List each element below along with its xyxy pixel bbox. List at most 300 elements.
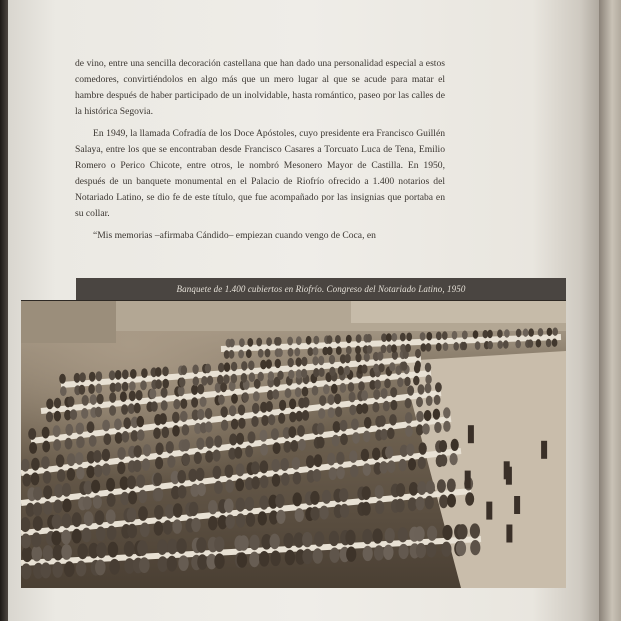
photo-caption-bar [76, 278, 566, 300]
diner-figure [122, 382, 129, 392]
diner-figure [182, 424, 190, 435]
diner-figure [21, 563, 32, 579]
diner-figure [167, 455, 175, 467]
standing-figure [468, 425, 474, 443]
diner-figure [134, 445, 142, 457]
diner-figure [475, 341, 481, 350]
diner-figure [363, 431, 371, 443]
diner-figure [252, 403, 259, 414]
diner-figure [225, 515, 235, 529]
diner-figure [54, 398, 61, 409]
diner-figure [155, 367, 162, 377]
diner-figure [358, 381, 365, 391]
diner-figure [96, 371, 103, 381]
diner-figure [90, 394, 97, 405]
diner-figure [117, 462, 125, 475]
diner-figure [229, 405, 236, 416]
diner-figure [401, 361, 407, 370]
diner-figure [293, 472, 302, 485]
diner-figure [289, 412, 296, 423]
diner-figure [443, 342, 449, 351]
diner-figure [318, 356, 324, 365]
diner-figure [214, 536, 224, 552]
diner-figure [351, 419, 359, 431]
diner-figure [77, 543, 88, 559]
diner-figure [349, 450, 357, 463]
diner-figure [330, 548, 340, 563]
diner-figure [436, 332, 442, 341]
diner-figure [82, 395, 89, 406]
diner-figure [344, 366, 350, 375]
diner-figure [137, 429, 145, 440]
diner-figure [372, 448, 380, 461]
diner-figure [425, 363, 431, 373]
diner-figure [158, 556, 168, 572]
diner-figure [54, 411, 61, 422]
diner-figure [128, 491, 137, 505]
diner-figure [192, 365, 198, 375]
diner-figure [462, 342, 468, 351]
diner-figure [416, 411, 424, 422]
diner-figure [361, 364, 367, 373]
diner-figure [122, 431, 130, 443]
diner-figure [249, 552, 259, 568]
diner-figure [434, 395, 441, 405]
diner-figure [470, 523, 480, 538]
diner-figure [129, 381, 136, 391]
diner-figure [134, 403, 141, 414]
diner-figure [408, 497, 417, 511]
diner-figure [391, 344, 397, 353]
diner-figure [213, 450, 221, 462]
diner-figure [413, 376, 419, 386]
diner-figure [173, 503, 183, 517]
diner-figure [436, 343, 442, 352]
diner-figure [217, 375, 223, 385]
diner-figure [229, 339, 235, 348]
diner-figure [178, 485, 187, 498]
diner-figure [245, 445, 253, 457]
diner-figure [277, 348, 283, 357]
diner-figure [380, 461, 388, 474]
diner-figure [536, 339, 542, 347]
diner-figure [60, 386, 67, 396]
diner-figure [336, 452, 344, 465]
diner-figure [61, 530, 71, 545]
diner-figure [375, 485, 384, 499]
diner-figure [407, 385, 414, 395]
diner-figure [276, 337, 282, 346]
diner-figure [242, 392, 249, 402]
diner-figure [336, 346, 342, 355]
diner-figure [308, 347, 314, 356]
diner-figure [120, 492, 129, 506]
diner-figure [231, 419, 238, 430]
diner-figure [318, 408, 325, 419]
diner-figure [67, 453, 76, 466]
diner-figure [213, 466, 222, 479]
diner-figure [301, 357, 307, 366]
diner-figure [167, 556, 177, 572]
diner-figure [272, 389, 279, 399]
diner-figure [462, 331, 468, 340]
diner-figure [109, 559, 120, 575]
diner-figure [450, 453, 458, 465]
diner-figure [266, 337, 272, 346]
book-page-edge [599, 0, 621, 621]
diner-figure [205, 408, 212, 419]
diner-figure [62, 483, 71, 497]
diner-figure [154, 505, 164, 520]
diner-figure [409, 482, 418, 496]
diner-figure [296, 336, 302, 345]
diner-figure [43, 501, 52, 515]
diner-figure [96, 527, 106, 542]
diner-figure [201, 376, 207, 386]
diner-figure [258, 349, 264, 358]
diner-figure [41, 456, 50, 469]
diner-figure [208, 516, 218, 530]
diner-figure [173, 399, 180, 409]
diner-figure [385, 446, 393, 459]
diner-figure [238, 350, 244, 359]
diner-figure [296, 411, 303, 422]
diner-figure [302, 387, 309, 397]
diner-figure [302, 397, 309, 408]
diner-figure [273, 442, 281, 454]
diner-figure [224, 362, 230, 372]
diner-figure [415, 526, 425, 541]
diner-figure [109, 392, 116, 403]
diner-figure [416, 543, 426, 558]
diner-figure [406, 333, 412, 342]
diner-figure [389, 362, 395, 371]
diner-figure [193, 377, 199, 387]
diner-figure [251, 461, 260, 474]
diner-figure [361, 390, 368, 401]
diner-figure [306, 455, 315, 468]
diner-figure [399, 459, 407, 471]
diner-figure [221, 406, 228, 417]
diner-figure [248, 361, 254, 371]
diner-figure [285, 388, 292, 398]
diner-figure [231, 362, 237, 372]
diner-figure [64, 561, 75, 577]
diner-figure [426, 343, 432, 352]
diner-figure [115, 432, 123, 444]
diner-figure [225, 480, 234, 493]
diner-figure [180, 411, 188, 422]
diner-figure [418, 384, 425, 394]
body-text [75, 56, 445, 250]
diner-figure [137, 540, 148, 556]
diner-figure [61, 544, 72, 560]
diner-figure [141, 368, 148, 378]
diner-figure [156, 443, 164, 455]
diner-figure [178, 555, 188, 571]
diner-figure [239, 338, 245, 347]
diner-figure [298, 439, 306, 451]
diner-figure [77, 436, 85, 448]
diner-figure [405, 398, 412, 408]
diner-figure [67, 396, 74, 407]
diner-figure [196, 468, 205, 481]
diner-figure [200, 397, 207, 407]
diner-figure [387, 460, 395, 473]
diner-figure [265, 349, 271, 358]
standing-figure [541, 441, 547, 459]
diner-figure [238, 535, 248, 551]
diner-figure [487, 330, 493, 338]
diner-figure [253, 391, 260, 401]
diner-figure [268, 371, 274, 381]
diner-figure [312, 356, 318, 365]
diner-figure [31, 458, 40, 471]
diner-figure [94, 465, 102, 478]
diner-figure [346, 346, 352, 355]
diner-figure [260, 430, 268, 442]
diner-figure [179, 377, 185, 387]
diner-figure [102, 449, 110, 462]
diner-figure [109, 370, 116, 380]
diner-figure [405, 412, 413, 423]
diner-figure [405, 344, 411, 353]
diner-figure [258, 511, 267, 525]
diner-figure [453, 342, 459, 351]
standing-figure [504, 461, 510, 479]
diner-figure [28, 428, 36, 440]
diner-figure [70, 409, 77, 420]
diner-figure [161, 400, 168, 410]
diner-figure [221, 420, 228, 431]
diner-figure [76, 561, 87, 577]
diner-figure [329, 367, 335, 376]
diner-figure [323, 384, 330, 394]
diner-figure [167, 539, 177, 555]
diner-figure [283, 441, 291, 453]
diner-figure [425, 496, 434, 510]
diner-figure [117, 447, 125, 460]
diner-figure [366, 334, 372, 343]
diner-figure [79, 372, 86, 382]
diner-figure [107, 493, 116, 507]
diner-figure [259, 496, 268, 510]
diner-figure [172, 412, 180, 423]
diner-figure [398, 527, 408, 542]
diner-figure [29, 442, 37, 454]
diner-figure [288, 358, 294, 367]
diner-figure [334, 394, 341, 405]
diner-figure [51, 531, 61, 546]
diner-figure [96, 542, 107, 558]
diner-figure [425, 383, 432, 393]
diner-figure [302, 549, 312, 564]
diner-figure [180, 399, 187, 409]
diner-figure [229, 434, 237, 446]
diner-figure [76, 467, 84, 480]
diner-figure [197, 554, 207, 570]
diner-figure [162, 427, 170, 438]
diner-figure [422, 423, 430, 434]
diner-figure [333, 421, 341, 433]
diner-figure [54, 484, 63, 498]
diner-figure [470, 540, 480, 555]
diner-figure [205, 364, 211, 374]
diner-figure [418, 457, 426, 469]
diner-figure [447, 494, 456, 508]
diner-figure [457, 524, 467, 539]
diner-figure [313, 548, 323, 563]
diner-figure [443, 407, 450, 418]
diner-figure [67, 468, 76, 481]
diner-figure [166, 441, 174, 453]
diner-figure [43, 545, 54, 561]
diner-figure [547, 328, 553, 336]
diner-figure [140, 380, 147, 390]
diner-figure [312, 386, 319, 396]
diner-figure [271, 459, 280, 472]
diner-figure [294, 348, 300, 357]
diner-figure [361, 449, 369, 462]
diner-figure [96, 384, 103, 394]
diner-figure [319, 395, 326, 406]
diner-figure [441, 542, 451, 557]
diner-figure [176, 538, 186, 554]
diner-figure [270, 534, 280, 550]
diner-figure [247, 338, 253, 347]
diner-figure [87, 421, 95, 433]
diner-figure [102, 420, 110, 432]
diner-figure [314, 531, 324, 546]
diner-figure [433, 409, 440, 420]
diner-figure [136, 475, 145, 488]
diner-figure [346, 547, 356, 562]
diner-figure [65, 438, 73, 450]
diner-figure [206, 436, 214, 448]
diner-figure [340, 383, 347, 393]
diner-figure [337, 466, 345, 479]
diner-figure [129, 391, 136, 402]
diner-figure [106, 509, 116, 524]
diner-figure [515, 340, 521, 348]
diner-figure [127, 508, 137, 523]
diner-figure [391, 333, 397, 342]
diner-figure [261, 415, 268, 426]
diner-figure [236, 513, 246, 527]
diner-figure [504, 329, 510, 337]
diner-figure [390, 387, 397, 397]
diner-figure [139, 557, 150, 573]
diner-figure [396, 499, 405, 513]
diner-figure [154, 488, 163, 501]
diner-figure [364, 417, 372, 429]
banquet-photo-illustration [21, 301, 566, 588]
diner-figure [155, 379, 162, 389]
diner-figure [231, 374, 237, 384]
diner-figure [277, 371, 283, 380]
diner-figure [43, 485, 52, 499]
diner-figure [322, 490, 331, 504]
diner-figure [487, 341, 493, 349]
diner-figure [348, 382, 355, 392]
diner-figure [339, 488, 348, 502]
diner-figure [214, 553, 224, 569]
diner-figure [317, 423, 325, 435]
diner-figure [53, 500, 62, 514]
photo-wall-right [351, 301, 566, 323]
diner-figure [52, 514, 62, 529]
diner-figure [349, 392, 356, 403]
diner-figure [266, 359, 272, 369]
diner-figure [108, 542, 119, 558]
diner-figure [214, 481, 223, 494]
diner-figure [293, 492, 302, 506]
diner-figure [46, 412, 53, 423]
diner-figure [22, 546, 33, 562]
diner-figure [95, 560, 106, 576]
diner-figure [102, 463, 110, 476]
diner-figure [260, 444, 268, 456]
diner-figure [143, 444, 151, 456]
diner-figure [310, 491, 319, 505]
diner-figure [196, 438, 204, 450]
diner-figure [84, 511, 94, 526]
diner-figure [191, 385, 198, 395]
standing-figure [514, 496, 520, 514]
diner-figure [283, 533, 293, 548]
diner-figure [205, 421, 212, 432]
diner-figure [197, 483, 206, 496]
diner-figure [404, 377, 410, 387]
diner-figure [275, 494, 284, 508]
diner-figure [516, 329, 522, 337]
diner-figure [292, 457, 301, 470]
diner-figure [426, 332, 432, 341]
diner-figure [408, 458, 416, 470]
diner-figure [88, 384, 95, 394]
diner-figure [426, 396, 433, 406]
diner-figure [301, 369, 307, 378]
paragraph-2: En 1949, la llamada Cofradía de los Doce Apóstoles, cuyo presidente era Francisco Guillén Salaya, entre los que se encontraban desde Francisco Casares a Torcuato Luca de Tena, Emilio Romero o Perico Chicote, entre otros, le nombró Mesonero Mayor de Castilla. En 1950, después de un banquete monumental en el Palacio de Riofrío ofrecido a 1.400 notarios del Notariado Latino, se dio fe de este título, que fue acompañado por las insignias que portaba en su collar. [75, 128, 445, 219]
diner-figure [53, 439, 61, 451]
diner-figure [225, 465, 234, 478]
diner-figure [523, 329, 529, 337]
diner-figure [89, 372, 96, 382]
diner-figure [350, 465, 358, 478]
diner-figure [142, 458, 150, 470]
diner-figure [33, 516, 43, 531]
diner-figure [107, 526, 117, 541]
page-bottom-margin [21, 596, 566, 621]
diner-figure [106, 478, 115, 492]
diner-figure [363, 463, 371, 476]
diner-figure [306, 336, 312, 345]
diner-figure [415, 361, 421, 370]
diner-figure [241, 373, 247, 383]
diner-figure [287, 337, 293, 346]
diner-figure [56, 454, 65, 467]
diner-figure [214, 435, 222, 447]
diner-figure [405, 426, 413, 437]
diner-figure [313, 469, 322, 482]
diner-figure [115, 382, 122, 392]
diner-figure [327, 453, 335, 466]
diner-figure [136, 390, 143, 401]
diner-figure [181, 365, 187, 375]
diner-figure [406, 444, 414, 456]
diner-figure [442, 525, 452, 540]
diner-figure [223, 374, 229, 384]
